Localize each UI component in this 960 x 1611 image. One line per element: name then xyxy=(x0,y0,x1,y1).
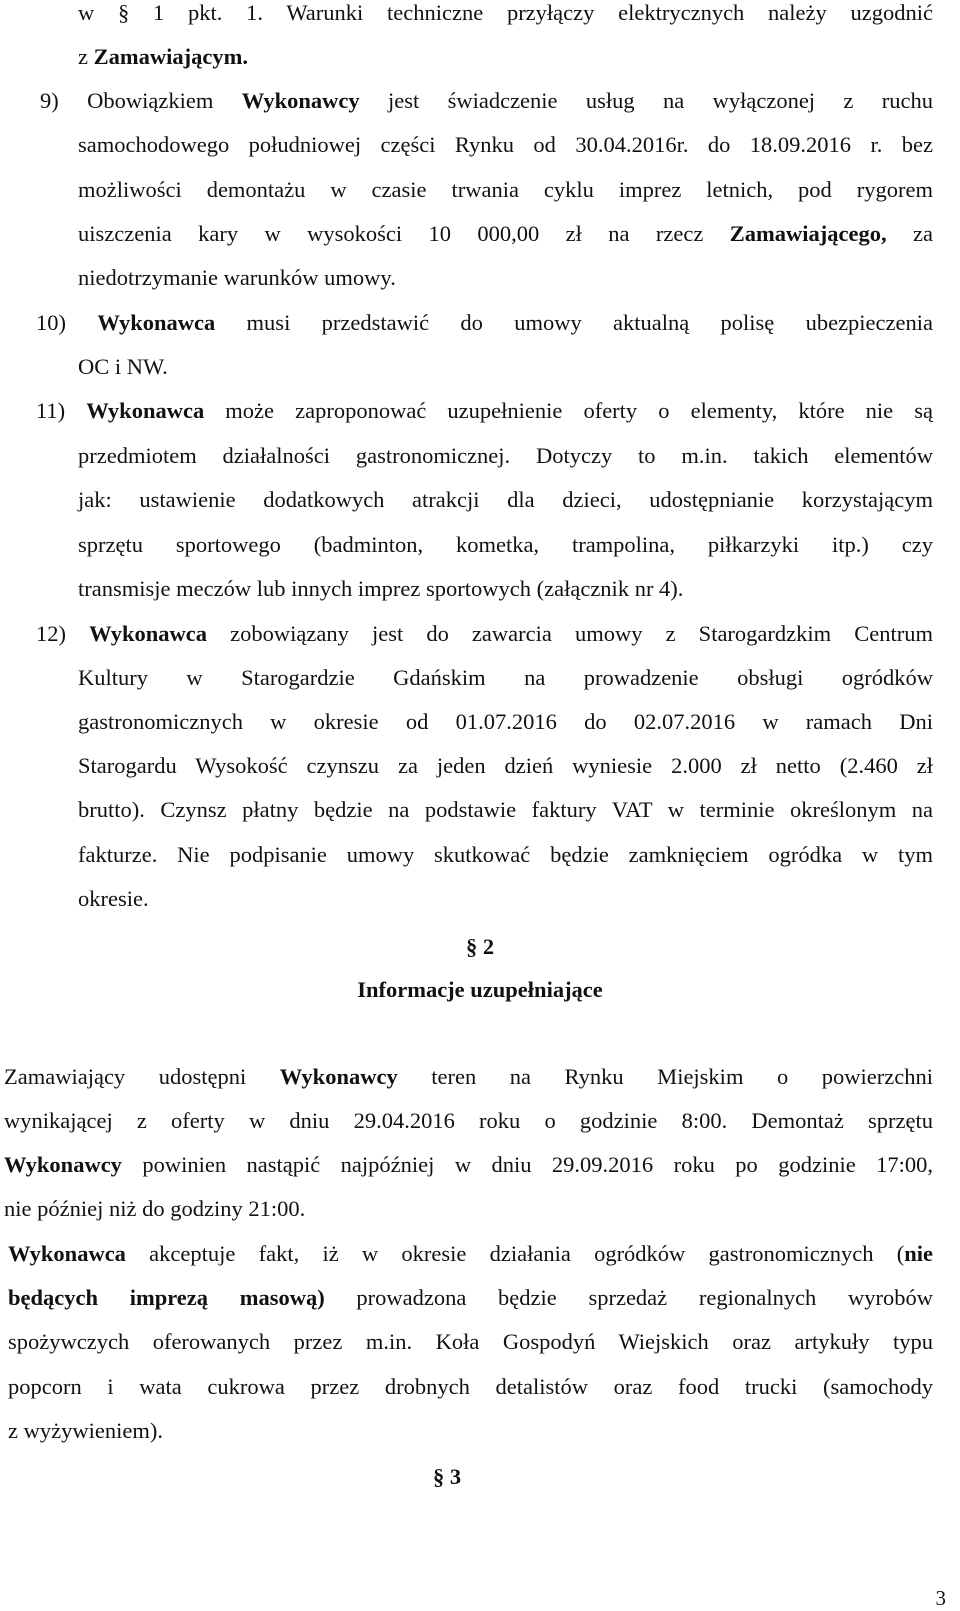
text-line: okresie. xyxy=(78,886,149,911)
text-line: przedmiotem działalności gastronomicznej. Dotyczy to m.in. takich elementów xyxy=(78,443,933,468)
text-line: niedotrzymanie warunków umowy. xyxy=(78,265,396,290)
text-line: możliwości demontażu w czasie trwania cyklu imprez letnich, pod rygorem xyxy=(78,177,933,202)
text-line: z Zamawiającym. xyxy=(78,44,248,69)
text-line: fakturze. Nie podpisanie umowy skutkować będzie zamknięciem ogródka w tym xyxy=(78,842,933,867)
list-item-9: 9) Obowiązkiem Wykonawcy jest świadczenie usług na wyłączonej z ruchu xyxy=(40,88,933,113)
paragraph-line: z wyżywieniem). xyxy=(8,1418,163,1443)
text-line: sprzętu sportowego (badminton, kometka, trampolina, piłkarzyki itp.) czy xyxy=(78,532,933,557)
text-line: brutto). Czynsz płatny będzie na podstawie faktury VAT w terminie określonym na xyxy=(78,797,933,822)
paragraph-line: wynikającej z oferty w dniu 29.04.2016 roku o godzinie 8:00. Demontaż sprzętu xyxy=(4,1108,933,1133)
text-line: jak: ustawienie dodatkowych atrakcji dla dzieci, udostępnianie korzystającym xyxy=(78,487,933,512)
paragraph-line: Zamawiający udostępni Wykonawcy teren na Rynku Miejskim o powierzchni xyxy=(4,1064,933,1089)
paragraph-line: spożywczych oferowanych przez m.in. Koła Gospodyń Wiejskich oraz artykuły typu xyxy=(8,1329,933,1354)
list-item-10: 10) Wykonawca musi przedstawić do umowy aktualną polisę ubezpieczenia xyxy=(36,310,933,335)
text-line: transmisje meczów lub innych imprez sportowych (załącznik nr 4). xyxy=(78,576,684,601)
list-item-12: 12) Wykonawca zobowiązany jest do zawarcia umowy z Starogardzkim Centrum xyxy=(36,621,933,646)
paragraph-line: Wykonawcy powinien nastąpić najpóźniej w dniu 29.09.2016 roku po godzinie 17:00, xyxy=(4,1152,933,1177)
paragraph-line: będących imprezą masową) prowadzona będzie sprzedaż regionalnych wyrobów xyxy=(8,1285,933,1310)
section-title: Informacje uzupełniające xyxy=(357,977,603,1002)
text-line: gastronomicznych w okresie od 01.07.2016 do 02.07.2016 w ramach Dni xyxy=(78,709,933,734)
section-mark: § 2 xyxy=(465,934,495,959)
section-mark: § 3 xyxy=(433,1464,462,1489)
list-item-11: 11) Wykonawca może zaproponować uzupełnienie oferty o elementy, które nie są xyxy=(36,398,933,423)
paragraph-line: Wykonawca akceptuje fakt, iż w okresie działania ogródków gastronomicznych (nie xyxy=(8,1241,933,1266)
paragraph-line: nie później niż do godziny 21:00. xyxy=(4,1196,306,1221)
text-line: samochodowego południowej części Rynku od 30.04.2016r. do 18.09.2016 r. bez xyxy=(78,132,933,157)
page-number: 3 xyxy=(935,1586,946,1610)
paragraph-line: popcorn i wata cukrowa przez drobnych detalistów oraz food trucki (samochody xyxy=(8,1374,933,1399)
text-line: Starogardu Wysokość czynszu za jeden dzień wyniesie 2.000 zł netto (2.460 zł xyxy=(78,753,933,778)
text-line: OC i NW. xyxy=(78,354,168,379)
text-line: w § 1 pkt. 1. Warunki techniczne przyłączy elektrycznych należy uzgodnić xyxy=(78,0,933,25)
text-line: uiszczenia kary w wysokości 10 000,00 zł na rzecz Zamawiającego, za xyxy=(78,221,933,246)
text-line: Kultury w Starogardzie Gdańskim na prowadzenie obsługi ogródków xyxy=(78,665,933,690)
